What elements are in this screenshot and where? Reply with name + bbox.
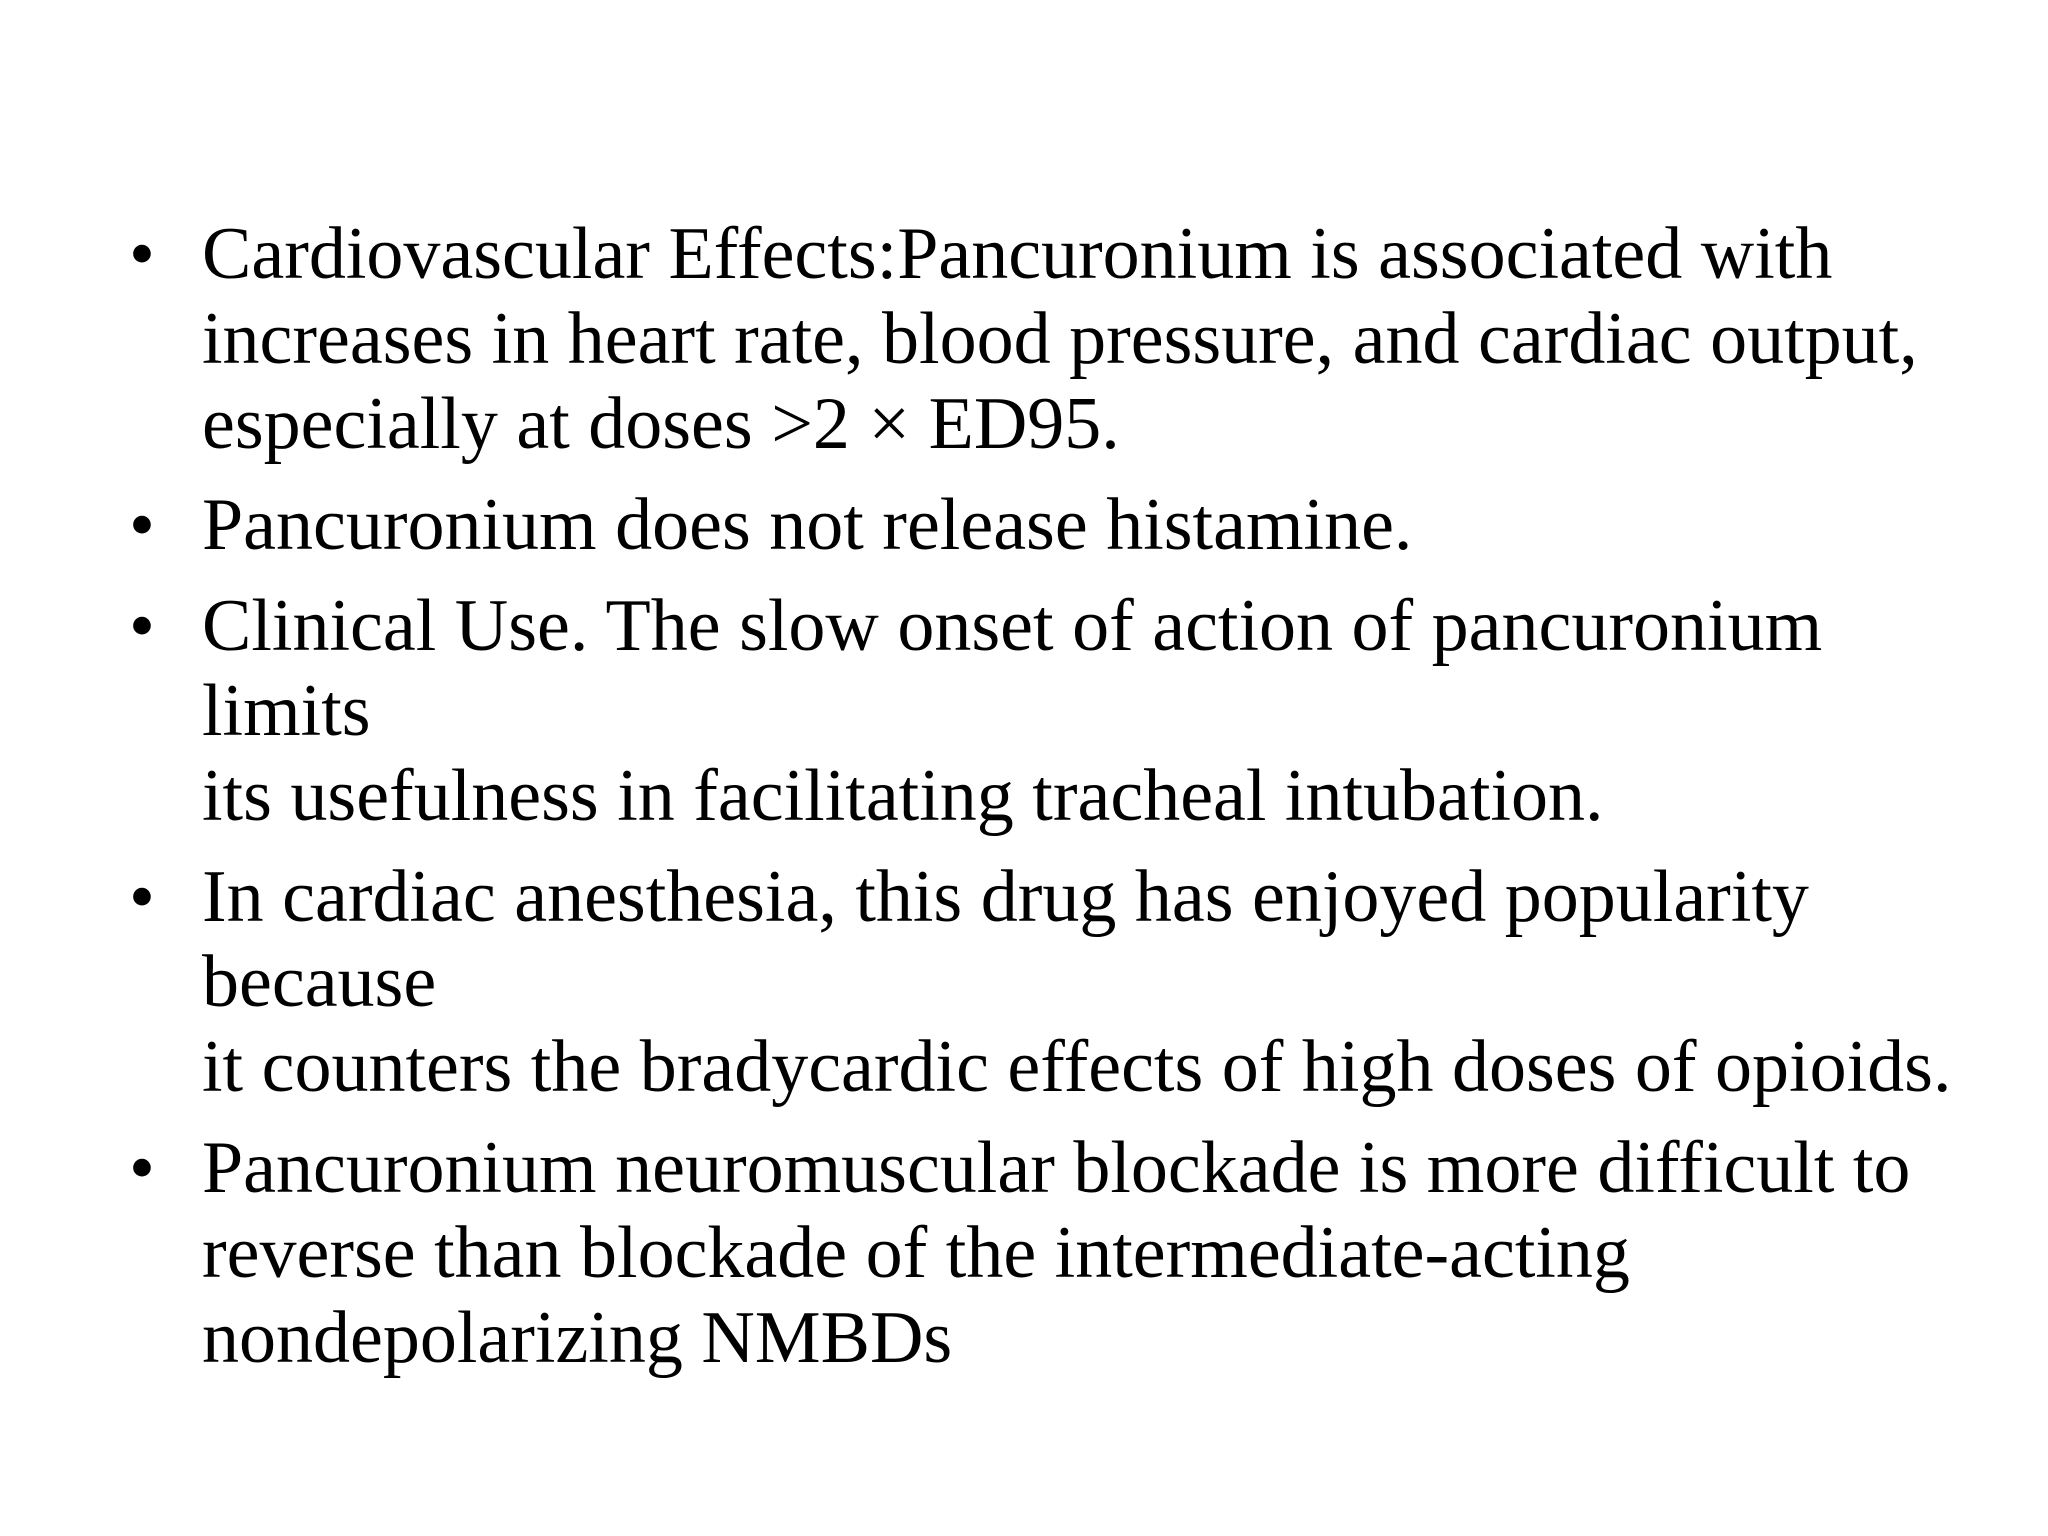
bullet-line: increases in heart rate, blood pressure, and cardiac output, — [202, 298, 1918, 380]
bullet-line: Pancuronium neuromuscular blockade is more difficult to — [202, 1127, 1911, 1209]
bullet-dot-icon: • — [129, 484, 155, 566]
bullet-item-cardiovascular-effects — [122, 212, 1952, 467]
bullet-dot-icon: • — [129, 213, 155, 295]
bullet-line: its usefulness in facilitating tracheal intubation. — [202, 755, 1604, 837]
bullet-line: reverse than blockade of the intermediate-acting — [202, 1212, 1630, 1294]
bullet-item-histamine — [122, 483, 1952, 568]
bullet-line: Clinical Use. The slow onset of action of pancuronium limits — [202, 585, 1823, 752]
bullet-item-clinical-use — [122, 584, 1952, 839]
bullet-line: nondepolarizing NMBDs — [202, 1297, 953, 1379]
bullet-dot-icon: • — [129, 856, 155, 938]
bullet-line: especially at doses >2 × ED95. — [202, 383, 1120, 465]
bullet-item-cardiac-anesthesia — [122, 855, 1952, 1110]
bullet-list — [122, 212, 1952, 1397]
bullet-line: Pancuronium does not release histamine. — [202, 484, 1413, 566]
bullet-dot-icon: • — [129, 1127, 155, 1209]
bullet-line: In cardiac anesthesia, this drug has enjoyed popularity because — [202, 856, 1809, 1023]
bullet-dot-icon: • — [129, 585, 155, 667]
bullet-item-reversal — [122, 1126, 1952, 1381]
bullet-line: it counters the bradycardic effects of high doses of opioids. — [202, 1026, 1952, 1108]
bullet-line: Cardiovascular Effects:Pancuronium is associated with — [202, 213, 1833, 295]
